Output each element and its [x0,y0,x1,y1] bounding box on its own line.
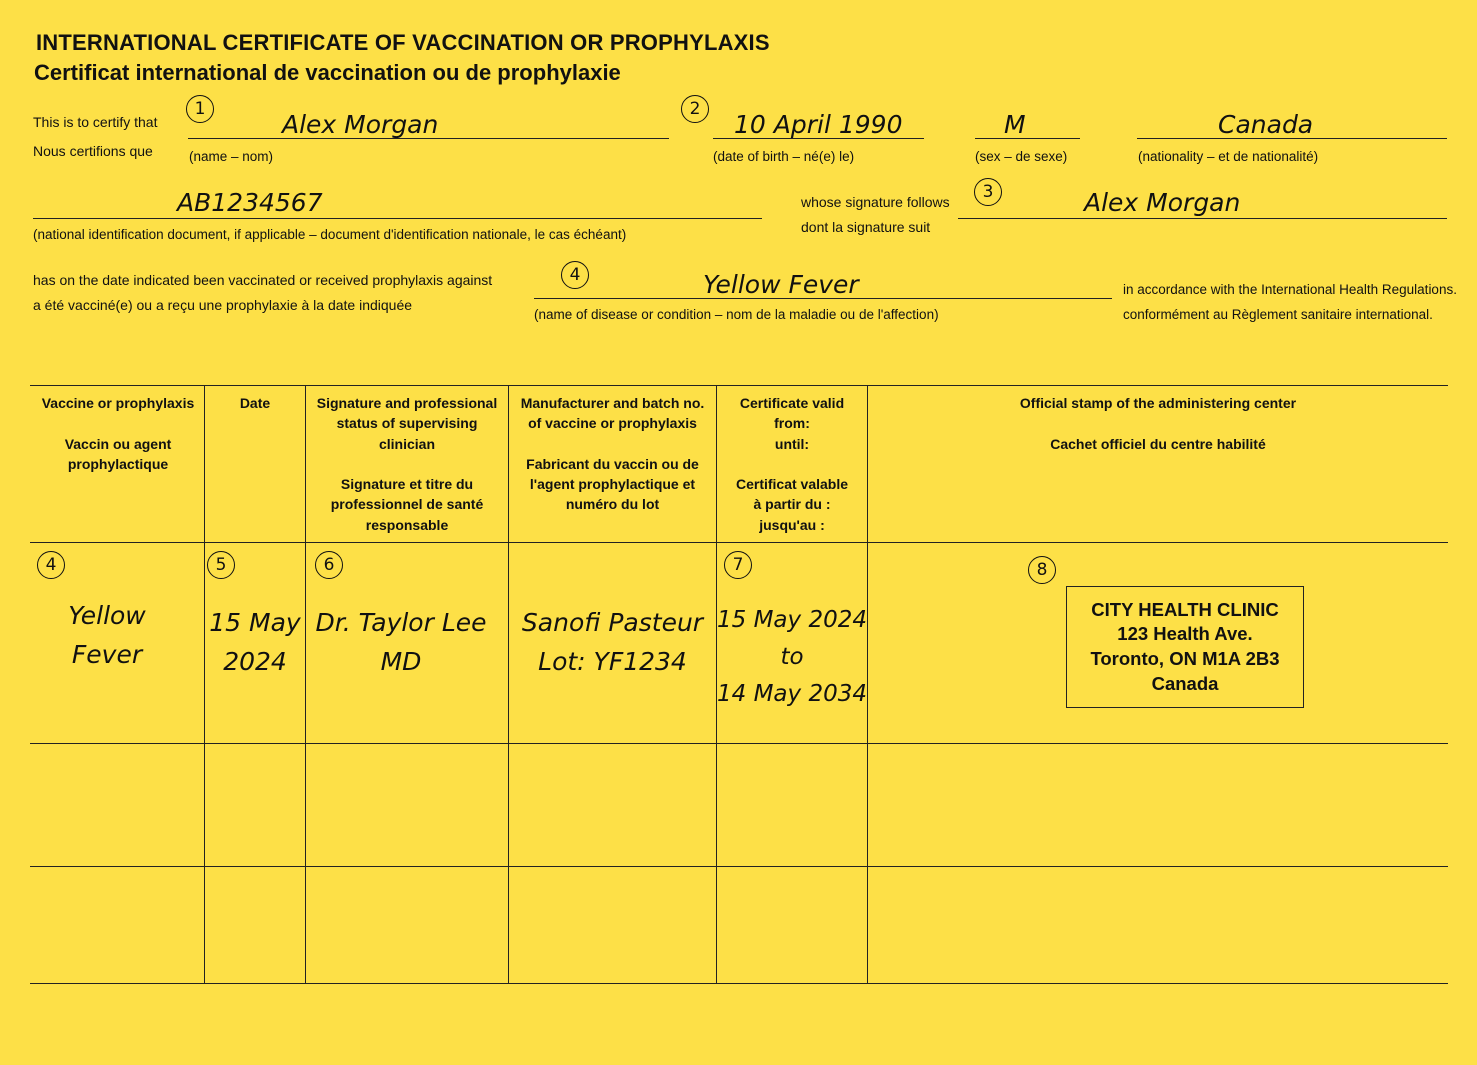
header-date: Date [239,395,271,411]
id-document-caption: (national identification document, if applicable – document d'identification nationale, le cas échéant) [33,227,627,242]
stamp-line-3: Toronto, ON M1A 2B3 [1090,648,1280,669]
table-top-border [30,385,1448,386]
row1-validity: 15 May 2024 to 14 May 2034 [717,607,867,707]
signature-label-en: whose signature follows [801,194,950,210]
stamp-line-1: CITY HEALTH CLINIC [1091,598,1279,620]
disease-caption: (name of disease or condition – nom de la maladie ou de l'affection) [534,307,939,322]
official-stamp [1066,586,1304,708]
disease-underline [534,298,1112,299]
certify-label-en: This is to certify that [33,114,158,130]
marker-8: 8 [1028,556,1056,584]
table-bottom-border [30,983,1448,984]
dob-value: 10 April 1990 [734,110,903,139]
disease-value: Yellow Fever [703,270,859,299]
nationality-caption: (nationality – et de nationalité) [1138,149,1319,164]
marker-2: 2 [681,95,709,123]
table-header-border [30,542,1448,543]
table-col-divider-5 [867,385,868,983]
marker-5: 5 [207,551,235,579]
row1-vaccine: Yellow Fever [68,601,146,669]
header-validity: Certificate valid from: until: Certificat valable à partir du : jusqu'au : [735,395,849,533]
stamp-line-2: 123 Health Ave. [1117,623,1253,645]
signature-value: Alex Morgan [1084,188,1241,217]
table-row-border-1 [30,743,1448,744]
name-underline [188,138,669,139]
header-clinician: Signature and professional status of supervising clinician Signature et titre du professionnel de santé responsable [316,395,498,533]
signature-label-fr: dont la signature suit [801,219,931,235]
header-manufacturer: Manufacturer and batch no. of vaccine or prophylaxis Fabricant du vaccin ou de l'agent prophylactique et numéro du lot [520,395,705,513]
id-document-underline [33,218,762,219]
ihr-label-en: in accordance with the International Health Regulations. [1123,282,1457,297]
nationality-underline [1137,138,1447,139]
ihr-label-fr: conformément au Règlement sanitaire international. [1123,307,1433,322]
title-english: INTERNATIONAL CERTIFICATE OF VACCINATION OR PROPHYLAXIS [36,30,770,55]
table-row-border-2 [30,866,1448,867]
row1-clinician: Dr. Taylor Lee MD [315,608,487,676]
sex-caption: (sex – de sexe) [975,149,1068,164]
vaccinated-label-fr: a été vacciné(e) ou a reçu une prophylaxie à la date indiquée [33,297,413,313]
vaccinated-label-en: has on the date indicated been vaccinated or received prophylaxis against [33,272,493,288]
signature-underline [958,218,1447,219]
marker-6: 6 [315,551,343,579]
row1-date: 15 May 2024 [209,608,301,676]
name-caption: (name – nom) [189,149,274,164]
stamp-line-4: Canada [1151,672,1219,694]
id-document-value: AB1234567 [177,188,323,217]
dob-underline [713,138,924,139]
marker-3: 3 [974,178,1002,206]
row1-manufacturer: Sanofi Pasteur Lot: YF1234 [521,608,704,676]
name-value: Alex Morgan [282,110,439,139]
marker-4: 4 [561,261,589,289]
marker-1: 1 [186,95,214,123]
nationality-value: Canada [1218,110,1314,139]
marker-4-table: 4 [37,551,65,579]
header-vaccine: Vaccine or prophylaxis Vaccin ou agent prophylactique [41,395,195,472]
dob-caption: (date of birth – né(e) le) [713,149,855,164]
table-col-divider-1 [204,385,205,983]
header-stamp: Official stamp of the administering center Cachet officiel du centre habilité [1019,395,1297,452]
certify-label-fr: Nous certifions que [33,143,153,159]
marker-7: 7 [724,551,752,579]
sex-underline [975,138,1080,139]
title-french: Certificat international de vaccination ou de prophylaxie [34,60,621,85]
sex-value: M [1004,110,1026,139]
